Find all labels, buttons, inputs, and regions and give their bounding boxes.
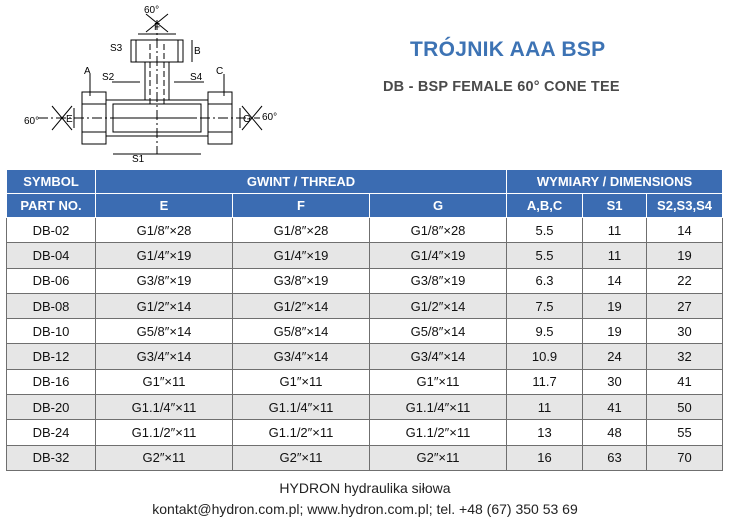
cell-thread-e: G1/2″×14 [96, 293, 233, 318]
cell-abc: 6.3 [507, 268, 583, 293]
column-header-f: F [233, 194, 370, 218]
diagram-label-s3: S3 [110, 43, 123, 54]
table-row [7, 268, 723, 293]
cell-part-no: DB-16 [7, 369, 96, 394]
cell-s1: 19 [583, 293, 647, 318]
cell-s1: 30 [583, 369, 647, 394]
cell-abc: 10.9 [507, 344, 583, 369]
cell-thread-g: G1/2″×14 [370, 293, 507, 318]
cell-thread-f: G1″×11 [233, 369, 370, 394]
cell-part-no: DB-10 [7, 319, 96, 344]
cell-abc: 7.5 [507, 293, 583, 318]
cell-thread-f: G1/4″×19 [233, 243, 370, 268]
cell-abc: 11 [507, 395, 583, 420]
diagram-label-s4: S4 [190, 72, 203, 83]
column-header-s234: S2,S3,S4 [647, 194, 723, 218]
cell-thread-e: G1/8″×28 [96, 218, 233, 243]
diagram-label-s2: S2 [102, 72, 115, 83]
cell-s234: 50 [647, 395, 723, 420]
cell-s1: 48 [583, 420, 647, 445]
cell-s1: 63 [583, 445, 647, 470]
header-thread: GWINT / THREAD [96, 170, 507, 194]
table-row [7, 243, 723, 268]
diagram-angle-top: 60° [144, 5, 160, 16]
diagram-label-s1: S1 [132, 154, 145, 164]
cell-part-no: DB-20 [7, 395, 96, 420]
cell-thread-g: G1.1/2″×11 [370, 420, 507, 445]
cell-thread-g: G1″×11 [370, 369, 507, 394]
cell-thread-e: G1.1/4″×11 [96, 395, 233, 420]
cell-s234: 70 [647, 445, 723, 470]
table-row [7, 218, 723, 243]
cell-part-no: DB-12 [7, 344, 96, 369]
table-row [7, 293, 723, 318]
cell-s1: 24 [583, 344, 647, 369]
column-header-e: E [96, 194, 233, 218]
cell-thread-e: G1.1/2″×11 [96, 420, 233, 445]
cell-thread-g: G3/8″×19 [370, 268, 507, 293]
cell-part-no: DB-04 [7, 243, 96, 268]
cell-s1: 41 [583, 395, 647, 420]
cell-thread-g: G1/4″×19 [370, 243, 507, 268]
cell-abc: 5.5 [507, 243, 583, 268]
cell-abc: 11.7 [507, 369, 583, 394]
diagram-angle-right: 60° [262, 112, 278, 123]
diagram-label-b: B [194, 46, 201, 57]
cell-part-no: DB-24 [7, 420, 96, 445]
cell-thread-g: G3/4″×14 [370, 344, 507, 369]
cell-s1: 19 [583, 319, 647, 344]
cell-thread-f: G1/8″×28 [233, 218, 370, 243]
diagram-label-g: G [243, 114, 251, 125]
cell-thread-g: G2″×11 [370, 445, 507, 470]
header-part-no: PART NO. [7, 194, 96, 218]
footer-company: HYDRON hydraulika siłowa [279, 480, 451, 496]
dimensions-table [6, 169, 723, 471]
cell-thread-f: G3/8″×19 [233, 268, 370, 293]
footer-contact: kontakt@hydron.com.pl; www.hydron.com.pl; tel. +48 (67) 350 53 69 [152, 501, 578, 517]
cell-thread-f: G1.1/4″×11 [233, 395, 370, 420]
cell-s1: 11 [583, 243, 647, 268]
cell-part-no: DB-32 [7, 445, 96, 470]
cell-abc: 13 [507, 420, 583, 445]
table-row [7, 369, 723, 394]
cell-thread-g: G1.1/4″×11 [370, 395, 507, 420]
page-title: TRÓJNIK AAA BSP [410, 38, 606, 61]
column-header-s1: S1 [583, 194, 647, 218]
diagram-label-f: F [154, 22, 161, 33]
cell-thread-f: G5/8″×14 [233, 319, 370, 344]
cell-s234: 27 [647, 293, 723, 318]
table-row [7, 395, 723, 420]
cell-part-no: DB-02 [7, 218, 96, 243]
table-row [7, 445, 723, 470]
table-row [7, 420, 723, 445]
diagram-angle-left: 60° [24, 116, 40, 127]
diagram-label-c: C [216, 66, 224, 77]
diagram-label-e: E [66, 114, 73, 125]
cell-s234: 32 [647, 344, 723, 369]
cell-s234: 22 [647, 268, 723, 293]
cell-abc: 9.5 [507, 319, 583, 344]
cell-s234: 14 [647, 218, 723, 243]
header-symbol: SYMBOL [7, 170, 96, 194]
cell-s234: 19 [647, 243, 723, 268]
cell-thread-g: G1/8″×28 [370, 218, 507, 243]
cell-s234: 55 [647, 420, 723, 445]
cell-part-no: DB-06 [7, 268, 96, 293]
cell-part-no: DB-08 [7, 293, 96, 318]
cell-thread-g: G5/8″×14 [370, 319, 507, 344]
diagram-label-a: A [84, 66, 91, 77]
table-row [7, 319, 723, 344]
cell-s1: 11 [583, 218, 647, 243]
page-subtitle: DB - BSP FEMALE 60° CONE TEE [383, 79, 620, 95]
cell-thread-e: G3/4″×14 [96, 344, 233, 369]
cell-thread-f: G1/2″×14 [233, 293, 370, 318]
header-dimensions: WYMIARY / DIMENSIONS [507, 170, 723, 194]
table-row [7, 344, 723, 369]
cell-thread-e: G3/8″×19 [96, 268, 233, 293]
column-header-abc: A,B,C [507, 194, 583, 218]
column-header-g: G [370, 194, 507, 218]
cell-s234: 41 [647, 369, 723, 394]
cell-thread-e: G5/8″×14 [96, 319, 233, 344]
cell-s1: 14 [583, 268, 647, 293]
cell-thread-e: G1″×11 [96, 369, 233, 394]
cell-abc: 5.5 [507, 218, 583, 243]
cell-s234: 30 [647, 319, 723, 344]
cell-abc: 16 [507, 445, 583, 470]
cell-thread-e: G1/4″×19 [96, 243, 233, 268]
cell-thread-f: G2″×11 [233, 445, 370, 470]
cell-thread-f: G1.1/2″×11 [233, 420, 370, 445]
cell-thread-e: G2″×11 [96, 445, 233, 470]
tee-fitting-diagram [18, 4, 280, 164]
cell-thread-f: G3/4″×14 [233, 344, 370, 369]
